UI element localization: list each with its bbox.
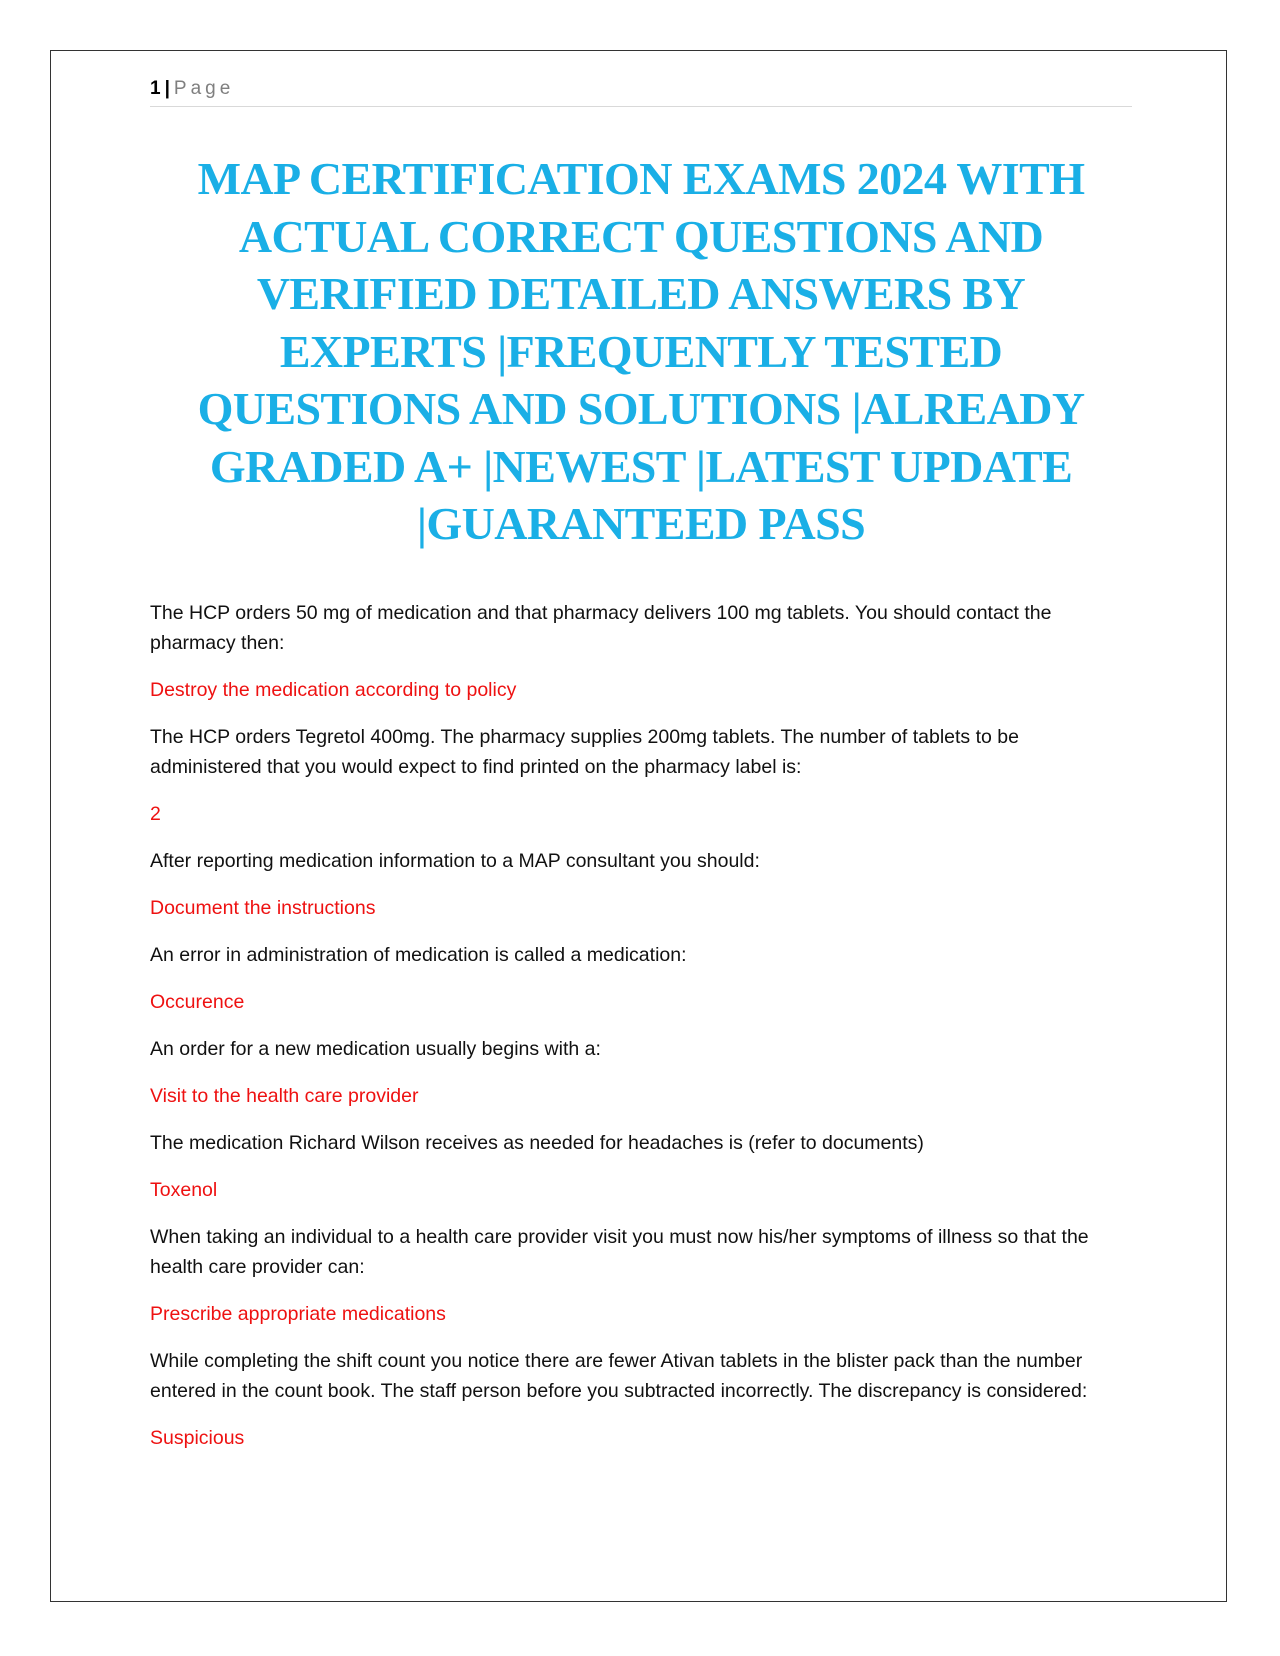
answer-4: Occurence	[150, 991, 245, 1013]
question-4: An error in administration of medication is called a medication:	[150, 944, 687, 966]
page-word: Page	[173, 78, 235, 99]
qa-list	[150, 598, 1132, 1470]
document-title: MAP CERTIFICATION EXAMS 2024 WITH ACTUAL CORRECT QUESTIONS AND VERIFIED DETAILED ANSWERS BY EXPERTS |FREQUENTLY TESTED QUESTIONS AND SOLUTIONS |ALREADY GRADED A+ |NEWEST |LATEST UPDATE |GUARANTEED PASS	[197, 153, 1085, 549]
page-separator: |	[164, 78, 170, 99]
answer-8: Suspicious	[150, 1427, 245, 1449]
question-5: An order for a new medication usually begins with a:	[150, 1038, 601, 1060]
answer-3: Document the instructions	[150, 897, 376, 919]
question-3: After reporting medication information to a MAP consultant you should:	[150, 850, 760, 872]
question-8: While completing the shift count you notice there are fewer Ativan tablets in the blister pack than the number entered in the count book. The staff person before you subtracted incorrectly. The discrepancy is considered:	[150, 1350, 1088, 1402]
question-1: The HCP orders 50 mg of medication and that pharmacy delivers 100 mg tablets. You should contact the pharmacy then:	[150, 602, 1052, 654]
answer-6: Toxenol	[150, 1179, 218, 1201]
answer-2: 2	[150, 803, 161, 825]
answer-7: Prescribe appropriate medications	[150, 1303, 446, 1325]
page-number: 1	[150, 78, 161, 99]
question-7: When taking an individual to a health care provider visit you must now his/her symptoms of illness so that the health care provider can:	[150, 1226, 1089, 1278]
answer-5: Visit to the health care provider	[150, 1085, 419, 1107]
page-header	[150, 78, 1132, 107]
question-6: The medication Richard Wilson receives as needed for headaches is (refer to documents)	[150, 1132, 924, 1154]
answer-1: Destroy the medication according to policy	[150, 679, 517, 701]
question-2: The HCP orders Tegretol 400mg. The pharmacy supplies 200mg tablets. The number of tablets to be administered that you would expect to find printed on the pharmacy label is:	[150, 726, 1019, 778]
